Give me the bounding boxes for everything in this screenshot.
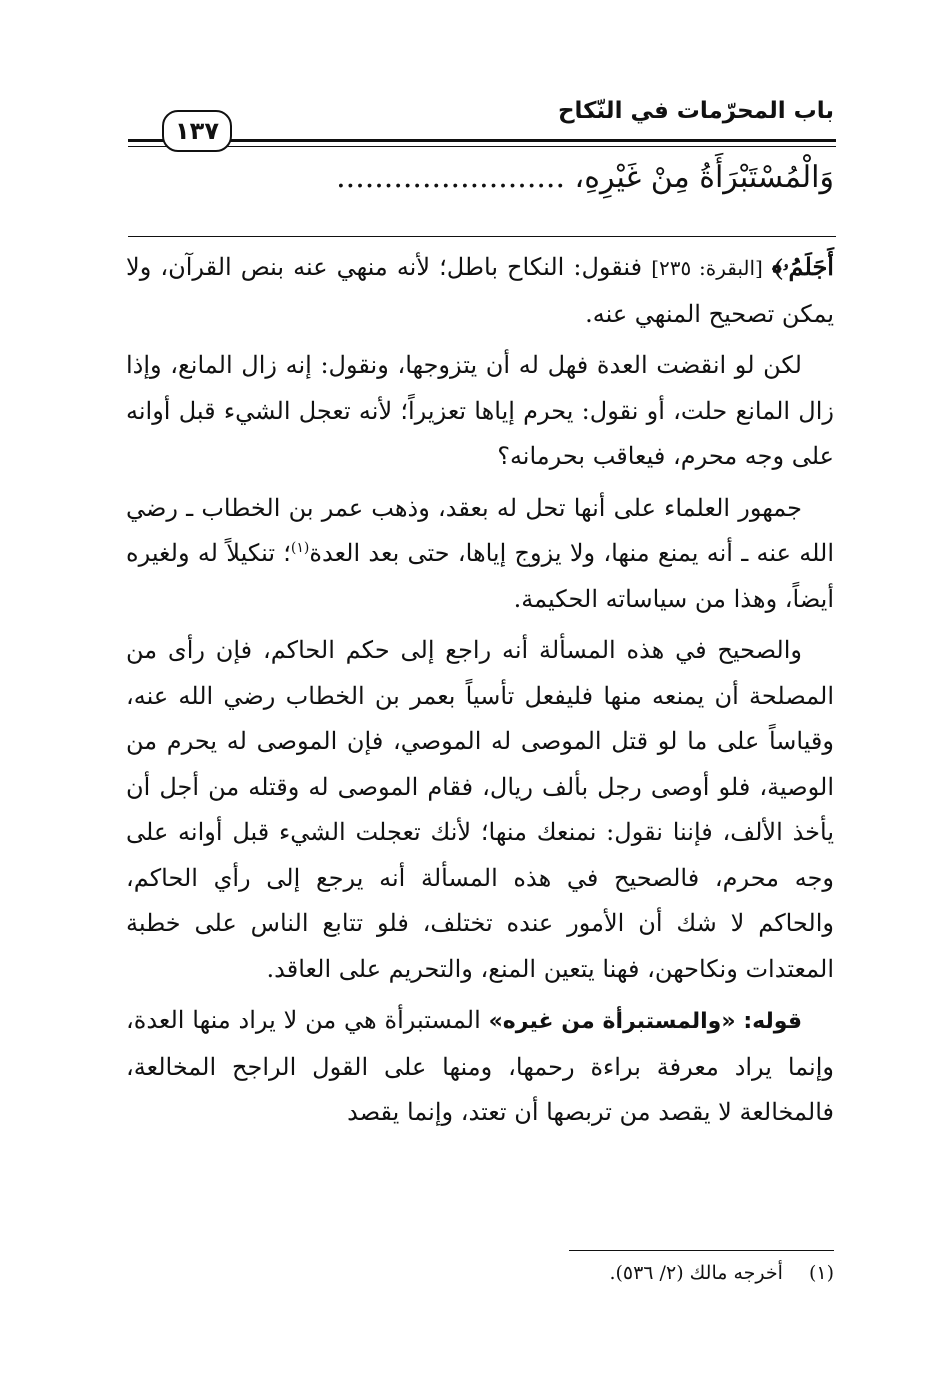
paragraph-3 (126, 486, 834, 623)
matn-divider (128, 236, 836, 237)
footnote-number: (١) (808, 1262, 834, 1284)
matn-quote: «والمستبرأة من غيره» (488, 1009, 736, 1034)
page-number: ١٣٧ (162, 110, 232, 152)
footnote (609, 1262, 834, 1284)
matn-text: وَالْمُسْتَبْرَأَةُ مِنْ غَيْرِهِ، (574, 160, 834, 195)
matn-line (126, 160, 834, 195)
paragraph-2: لكن لو انقضت العدة فهل له أن يتزوجها، ونقول: إنه زال المانع، وإذا زال المانع حلت، أو نقول: يحرم إياها تعزيراً؛ لأنه تعجل الشيء قبل أوانه على وجه محرم، فيعاقب بحرمانه؟ (126, 351, 834, 470)
paragraph-4: والصحيح في هذه المسألة أنه راجع إلى حكم الحاكم، فإن رأى من المصلحة أن يمنعه منها فليفعل تأسياً بعمر بن الخطاب رضي الله عنه، وقياساً على ما لو قتل الموصى له الموصي، فإن الموصى له يحرم من الوصية، فلو أوصى رجل بألف ريال، فقام الموصى له وقتله من أجل أن يأخذ الألف، فإننا نقول: نمنعك منها؛ لأنك تعجلت الشيء قبل أوانه على وجه محرم، فالصحيح في هذه المسألة أنه يرجع إلى رأي الحاكم، والحاكم لا شك أن الأمور عنده تختلف، فلو تتابع الناس على خطبة المعتدات ونكاحهن، فهنا يتعين المنع، والتحريم على العاقد. (126, 636, 835, 983)
quran-reference: [البقرة: ٢٣٥] (651, 256, 763, 280)
paragraph-1-text: فنقول: النكاح باطل؛ لأنه منهي عنه بنص القرآن، ولا يمكن تصحيح المنهي عنه. (126, 253, 834, 328)
matn-dots: ........................ (336, 160, 565, 195)
footnote-rule (569, 1250, 834, 1251)
paragraph-3-text-after: ؛ تنكيلاً له ولغيره أيضاً، وهذا من سياساته الحكيمة. (126, 539, 834, 613)
paragraph-1 (126, 244, 834, 337)
commentary-body (126, 244, 834, 1142)
header-rule-thick (128, 139, 836, 142)
footnote-text: أخرجه مالك (٢/ ٥٣٦). (609, 1262, 783, 1284)
header-rule-thin (128, 146, 836, 147)
paragraph-3-text-before: جمهور العلماء على أنها تحل له بعقد، وذهب عمر بن الخطاب ـ رضي الله عنه ـ أنه يمنع منها، ولا يزوج إياها، حتى بعد العدة (126, 493, 834, 567)
quran-fragment: أَجَلَمُۥ﴾ (771, 252, 834, 281)
footnote-marker[interactable]: (١) (290, 540, 310, 556)
paragraph-5-text: المستبرأة هي من لا يراد منها العدة، وإنما يراد معرفة براءة رحمها، ومنها على القول الراجح المخالعة، فالمخالعة لا يقصد من تربصها أن تعتد، وإنما يقصد (126, 1006, 834, 1126)
qawluh-lead: قوله: (743, 1009, 802, 1034)
running-title: باب المحرّمات في النّكاح (557, 98, 834, 124)
paragraph-5 (126, 998, 834, 1136)
